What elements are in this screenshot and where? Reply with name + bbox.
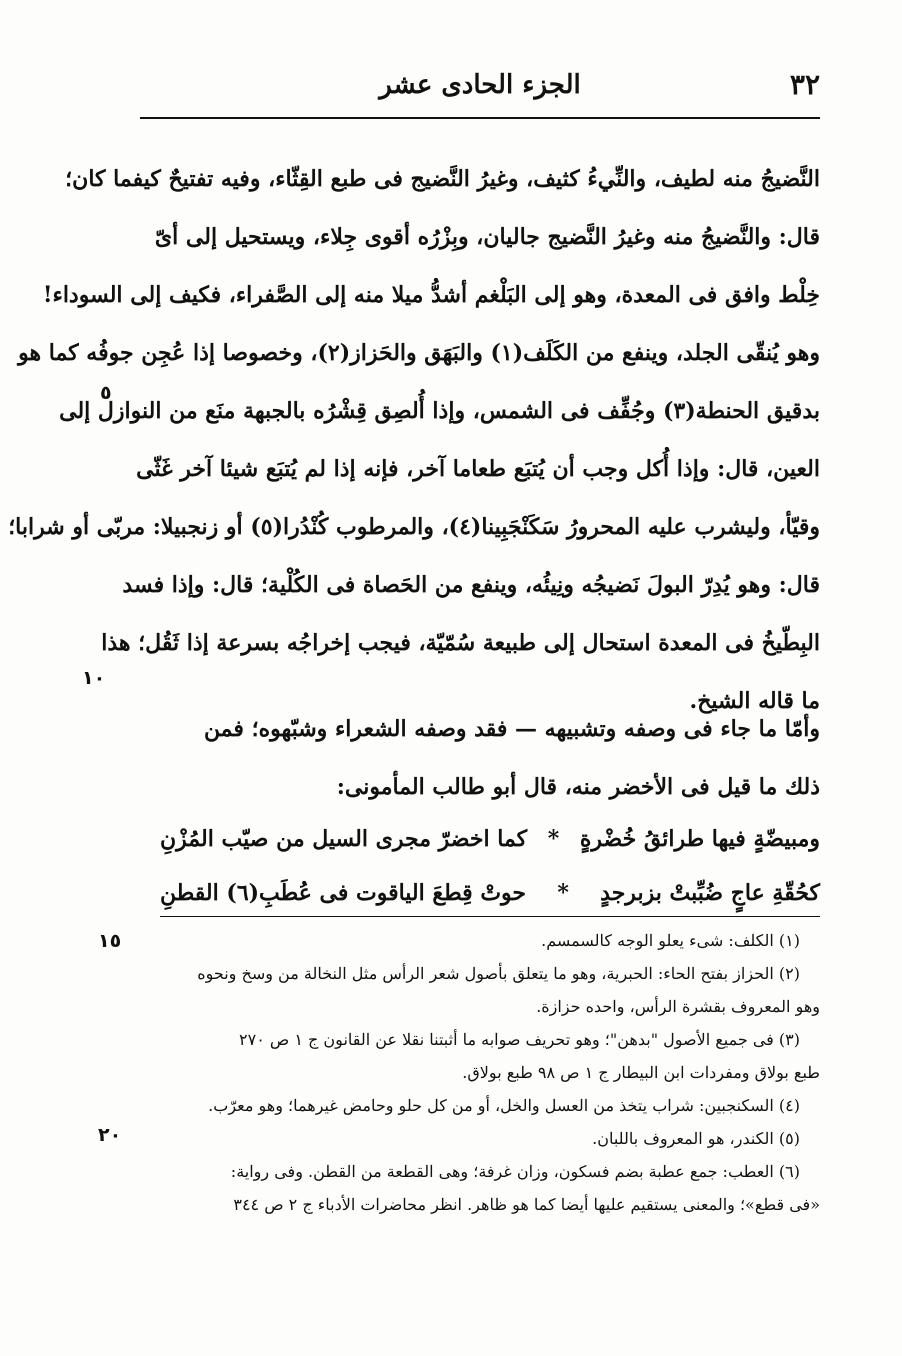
footnote-line: (٢) الحزاز بفتح الحاء: الحبرية، وهو ما يتعلق بأصول شعر الرأس مثل النخالة من وسخ ونحوه	[197, 964, 800, 983]
footnote-line: وهو المعروف بقشرة الرأس، واحده حزازة.	[536, 997, 820, 1016]
footnote-line: (١) الكلف: شىء يعلو الوجه كالسمسم.	[541, 931, 800, 950]
hemistich-second: حوتْ قِطعَ الياقوت فى عُطَبِ(٦) القطنِ	[160, 880, 527, 906]
text-line: النَّضيجُ منه لطيف، والنِّيءُ كثيف، وغيرُ النَّضيج فى طبع القِثّاء، وفيه تفتيحٌ كيفما كان؛	[65, 166, 820, 192]
margin-line-number: ١٥	[98, 930, 122, 952]
hemistich-first: ومبيضّةٍ فيها طرائقُ خُضْرةٍ	[579, 826, 820, 852]
page-header	[140, 68, 820, 102]
second-paragraph	[148, 700, 820, 816]
margin-line-number: ٢٠	[98, 1124, 122, 1146]
verse-line	[160, 866, 820, 920]
footnotes	[148, 924, 820, 1221]
verse-separator: *	[547, 826, 560, 852]
verse-separator: *	[557, 880, 569, 906]
footnote-line: «فى قطع»؛ والمعنى يستقيم عليها أيضا كما هو ظاهر. انظر محاضرات الأدباء ج ٢ ص ٣٤٤	[233, 1195, 820, 1214]
text-line: قال: والنَّضيجُ منه وغيرُ النَّضيج جاليان، وبِزْرُه أقوى جِلاء، ويستحيل إلى أىّ	[154, 224, 820, 250]
footnote-separator-rule	[160, 916, 820, 917]
margin-line-number: ١٠	[82, 667, 106, 689]
footnote-line: (٤) السكنجبين: شراب يتخذ من العسل والخل، أو من كل حلو وحامض غيرهما؛ وهو معرّب.	[208, 1096, 800, 1115]
hemistich-second: كما اخضرّ مجرى السيل من صيّب المُزْنِ	[160, 826, 528, 852]
running-title: الجزء الحادى عشر	[379, 70, 581, 100]
page-number: ٣٢	[789, 68, 820, 101]
footnote-line: (٦) العطب: جمع عطبة بضم فسكون، وزان غرفة؛ وهى القطعة من القطن. وفى رواية:	[230, 1162, 800, 1181]
text-line: بدقيق الحنطة(٣) وجُفِّف فى الشمس، وإذا أُلصِق قِشْرُه بالجبهة منَع من النوازل إلى	[59, 398, 820, 424]
margin-line-number: ٥	[100, 382, 112, 404]
text-line: وقيّأ، وليشرب عليه المحرورُ سَكَنْجَبِينا(٤)، والمرطوب كُنْدُرا(٥) أو زنجبيلا: مربّى أو شرابا؛	[8, 514, 820, 540]
text-line: ذلك ما قيل فى الأخضر منه، قال أبو طالب المأمونى:	[336, 774, 820, 800]
text-line: خِلْط وافق فى المعدة، وهو إلى البَلْغم أشدُّ ميلا منه إلى الصَّفراء، فكيف إلى السوداء!	[42, 282, 820, 308]
footnote-line: (٥) الكندر، هو المعروف باللبان.	[592, 1129, 800, 1148]
text-line: العين، قال: وإذا أُكل وجب أن يُتبَع طعاما آخر، فإنه إذا لم يُتبَع شيئا آخر غَثّى	[136, 456, 820, 482]
footnote-line: (٣) فى جميع الأصول "بدهن"؛ وهو تحريف صوابه ما أثبتنا نقلا عن القانون ج ١ ص ٢٧٠	[239, 1030, 800, 1049]
text-line: وأمّا ما جاء فى وصفه وتشبيهه — فقد وصفه الشعراء وشبّهوه؛ فمن	[203, 716, 820, 742]
verse-line	[160, 812, 820, 866]
text-line: ما قاله الشيخ.	[689, 688, 820, 714]
header-rule	[140, 117, 820, 119]
text-line: وهو يُنقّى الجلد، وينفع من الكَلَف(١) والبَهَق والحَزاز(٢)، وخصوصا إذا عُجِن جوفُه كما هو	[18, 340, 820, 366]
hemistich-first: كحُقّةِ عاجٍ ضُبِّبتْ بزبرجدٍ	[600, 880, 820, 906]
poem	[160, 812, 820, 920]
footnote-line: طبع بولاق ومفردات ابن البيطار ج ١ ص ٩٨ طبع بولاق.	[462, 1063, 820, 1082]
text-line: البِطّيخُ فى المعدة استحال إلى طبيعة سُمّيّة، فيجب إخراجُه بسرعة إذا ثَقُل؛ هذا	[101, 630, 820, 656]
text-line: قال: وهو يُدِرّ البولَ نَضيجُه ونِيئُه، وينفع من الحَصاة فى الكُلْية؛ قال: وإذا فسد	[122, 572, 820, 598]
